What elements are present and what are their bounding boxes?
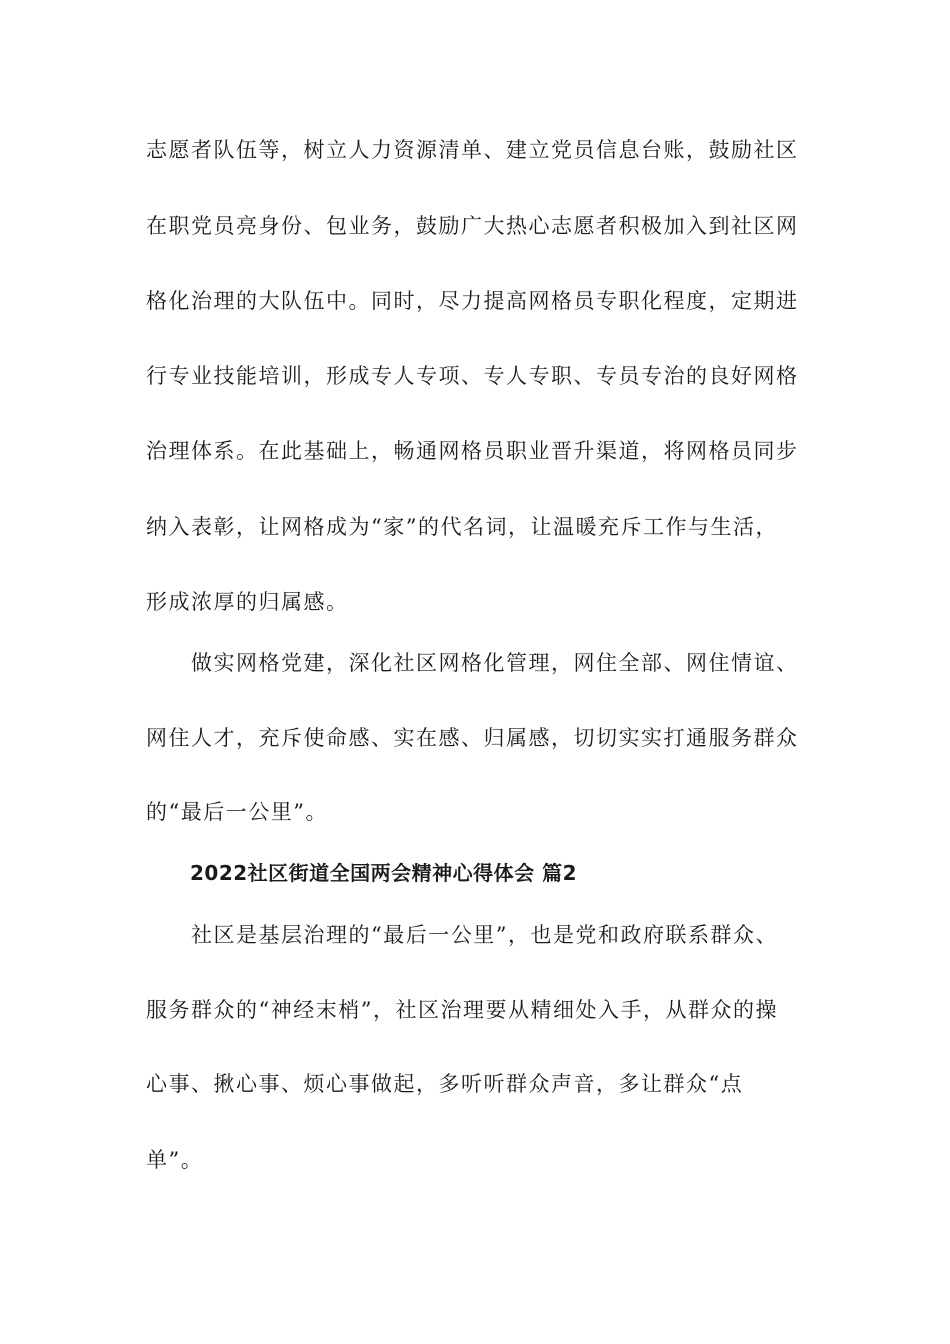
paragraph-line: 在职党员亮身份、包业务，鼓励广大热心志愿者积极加入到社区网 (146, 214, 799, 238)
paragraph-line: 纳入表彰，让网格成为“家”的代名词，让温暖充斥工作与生活， (146, 515, 778, 539)
paragraph-line: 志愿者队伍等，树立人力资源清单、建立党员信息台账，鼓励社区 (146, 138, 799, 162)
paragraph-line: 形成浓厚的归属感。 (146, 590, 349, 614)
paragraph-line: 单”。 (146, 1148, 204, 1172)
paragraph-line: 做实网格党建，深化社区网格化管理，网住全部、网住情谊、 (146, 651, 799, 675)
paragraph-line: 网住人才，充斥使命感、实在感、归属感，切切实实打通服务群众 (146, 726, 799, 750)
paragraph-line: 治理体系。在此基础上，畅通网格员职业晋升渠道，将网格员同步 (146, 439, 799, 463)
paragraph-line: 社区是基层治理的“最后一公里”，也是党和政府联系群众、 (146, 923, 778, 947)
paragraph-line: 格化治理的大队伍中。同时，尽力提高网格员专职化程度，定期进 (146, 289, 799, 313)
paragraph-line: 服务群众的“神经末梢”，社区治理要从精细处入手，从群众的操 (146, 998, 778, 1022)
paragraph-line: 心事、揪心事、烦心事做起，多听听群众声音，多让群众“点 (146, 1072, 744, 1096)
paragraph-line: 的“最后一公里”。 (146, 800, 328, 824)
section-heading: 2022社区街道全国两会精神心得体会 篇2 (190, 861, 578, 885)
paragraph-line: 行专业技能培训，形成专人专项、专人专职、专员专治的良好网格 (146, 364, 799, 388)
